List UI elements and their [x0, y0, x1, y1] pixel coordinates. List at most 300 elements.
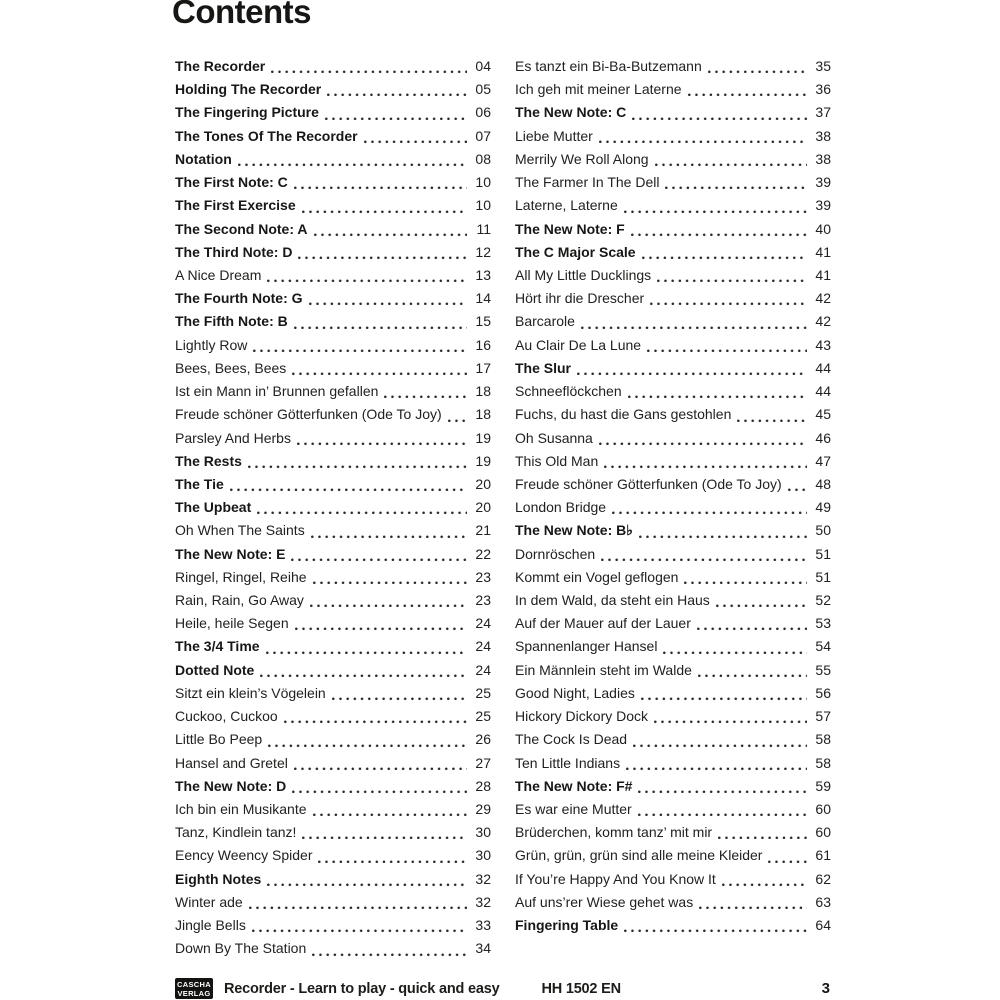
toc-entry	[515, 543, 831, 566]
toc-entry-title: London Bridge	[515, 499, 607, 516]
toc-entry-page: 27	[475, 754, 491, 771]
dot-leader	[284, 720, 467, 724]
toc-entry-title: Es tanzt ein Bi-Ba-Butzemann	[515, 58, 702, 74]
dot-leader	[313, 813, 467, 817]
toc-entry-page: 58	[815, 754, 831, 771]
toc-entry-title: Notation	[175, 150, 232, 167]
toc-entry	[515, 659, 831, 682]
dot-leader	[309, 302, 467, 306]
dot-leader	[708, 70, 807, 74]
toc-entry-page: 47	[815, 452, 831, 469]
dot-leader	[332, 697, 467, 701]
toc-entry-title: The Second Note: A	[175, 220, 308, 237]
toc-entry	[175, 287, 491, 310]
toc-entry-page: 45	[815, 406, 831, 423]
toc-entry-page: 19	[475, 429, 491, 446]
toc-entry-page: 30	[475, 847, 491, 864]
toc-entry-page: 52	[815, 592, 831, 609]
toc-entry	[175, 728, 491, 751]
toc-entry	[515, 148, 831, 171]
toc-entry	[515, 101, 831, 124]
dot-leader	[294, 767, 467, 771]
toc-entry-page: 18	[475, 406, 491, 423]
toc-entry-title: The First Note: C	[175, 174, 288, 191]
toc-entry-page: 24	[475, 615, 491, 632]
dot-leader	[768, 860, 807, 864]
toc-entry-title: Parsley And Herbs	[175, 429, 291, 446]
toc-entry	[515, 891, 831, 914]
dot-leader	[581, 326, 807, 330]
toc-entry-title: Hört ihr die Drescher	[515, 290, 645, 307]
toc-entry-title: Rain, Rain, Go Away	[175, 592, 304, 609]
toc-entry-title: Winter ade	[175, 893, 243, 910]
toc-entry-page: 64	[815, 917, 831, 934]
toc-entry	[515, 589, 831, 612]
toc-entry-page: 51	[815, 568, 831, 585]
dot-leader	[295, 627, 467, 631]
dot-leader	[688, 93, 807, 97]
toc-entry-title: Brüderchen, komm tanz’ mit mir	[515, 824, 713, 841]
dot-leader	[599, 442, 807, 446]
dot-leader	[312, 953, 467, 957]
toc-entry	[515, 775, 831, 798]
toc-entry-page: 43	[815, 336, 831, 353]
toc-entry	[175, 218, 491, 241]
dot-leader	[612, 511, 807, 515]
toc-entry-page: 07	[475, 127, 491, 144]
dot-leader	[271, 70, 467, 74]
toc-entry-title: All My Little Ducklings	[515, 266, 652, 283]
toc-entry	[175, 496, 491, 519]
toc-entry-title: The Upbeat	[175, 499, 252, 516]
toc-entry	[175, 682, 491, 705]
toc-entry	[175, 125, 491, 148]
dot-leader	[718, 836, 807, 840]
toc-entry-page: 10	[475, 174, 491, 191]
toc-entry-page: 42	[815, 290, 831, 307]
toc-entry-page: 34	[475, 940, 491, 957]
dot-leader	[238, 163, 467, 167]
dot-leader	[699, 906, 807, 910]
toc-entry-title: Schneeflöckchen	[515, 383, 622, 400]
toc-entry-page: 08	[475, 150, 491, 167]
toc-entry-title: Eency Weency Spider	[175, 847, 313, 864]
toc-entry-title: A Nice Dream	[175, 266, 262, 283]
toc-entry-page: 26	[475, 731, 491, 748]
toc-entry-title: Kommt ein Vogel geflogen	[515, 568, 679, 585]
toc-entry-page: 42	[815, 313, 831, 330]
toc-entry-title: Oh Susanna	[515, 429, 593, 446]
dot-leader	[253, 349, 467, 353]
toc-entry	[515, 403, 831, 426]
toc-entry	[175, 55, 491, 78]
toc-entry-title: Merrily We Roll Along	[515, 150, 649, 167]
toc-entry-page: 59	[815, 777, 831, 794]
toc-entry	[515, 357, 831, 380]
dot-leader	[631, 233, 807, 237]
toc-entry-title: Tanz, Kindlein tanz!	[175, 824, 297, 841]
toc-entry-title: Holding The Recorder	[175, 81, 322, 98]
dot-leader	[260, 674, 467, 678]
toc-entry-title: The First Exercise	[175, 197, 296, 214]
page-title: Contents	[172, 0, 311, 30]
toc-entry-page: 21	[475, 522, 491, 539]
dot-leader	[737, 419, 807, 423]
toc-entry	[175, 589, 491, 612]
toc-entry-title: The Farmer In The Dell	[515, 174, 660, 191]
toc-entry-title: Auf uns’rer Wiese gehet was	[515, 893, 694, 910]
toc-entry-page: 12	[475, 243, 491, 260]
page-number: 3	[821, 980, 830, 997]
toc-entry-page: 28	[475, 777, 491, 794]
toc-entry	[515, 635, 831, 658]
toc-entry-page: 19	[475, 452, 491, 469]
toc-entry	[515, 612, 831, 635]
toc-entry-title: The New Note: C	[515, 104, 627, 121]
toc-entry	[175, 78, 491, 101]
toc-entry-title: The Third Note: D	[175, 243, 293, 260]
publisher-logo-line2: VERLAG	[177, 988, 211, 998]
toc-entry-page: 17	[475, 359, 491, 376]
toc-entry-title: The Tones Of The Recorder	[175, 127, 358, 144]
toc-entry	[175, 101, 491, 124]
dot-leader	[302, 210, 467, 214]
toc-right-column	[515, 55, 831, 937]
dot-leader	[268, 744, 467, 748]
toc-entry-page: 13	[475, 266, 491, 283]
toc-entry	[515, 496, 831, 519]
catalog-number: HH 1502 EN	[541, 980, 621, 997]
toc-entry-page: 18	[475, 383, 491, 400]
dot-leader	[684, 581, 807, 585]
toc-entry	[175, 148, 491, 171]
toc-entry	[515, 218, 831, 241]
toc-entry-page: 35	[815, 58, 831, 74]
toc-entry-page: 49	[815, 499, 831, 516]
toc-entry-page: 38	[815, 150, 831, 167]
toc-entry	[175, 937, 491, 960]
toc-entry-title: Ist ein Mann in’ Brunnen gefallen	[175, 383, 379, 400]
toc-entry	[515, 55, 831, 78]
toc-entry-page: 22	[475, 545, 491, 562]
toc-entry-page: 33	[475, 917, 491, 934]
toc-entry	[175, 914, 491, 937]
toc-entry-title: Dotted Note	[175, 661, 255, 678]
toc-entry	[515, 334, 831, 357]
toc-entry	[515, 519, 831, 542]
toc-entry	[175, 635, 491, 658]
toc-entry-page: 37	[815, 104, 831, 121]
toc-entry	[515, 914, 831, 937]
toc-entry-title: Ten Little Indians	[515, 754, 621, 771]
dot-leader	[302, 836, 467, 840]
toc-entry-page: 24	[475, 638, 491, 655]
toc-entry-page: 20	[475, 475, 491, 492]
toc-entry	[175, 612, 491, 635]
dot-leader	[655, 163, 807, 167]
dot-leader	[722, 883, 807, 887]
toc-entry-page: 41	[815, 266, 831, 283]
toc-entry	[515, 241, 831, 264]
dot-leader	[311, 535, 467, 539]
dot-leader	[626, 767, 807, 771]
toc-entry	[515, 125, 831, 148]
dot-leader	[577, 372, 807, 376]
dot-leader	[249, 906, 467, 910]
toc-entry-page: 10	[475, 197, 491, 214]
toc-entry-page: 56	[815, 684, 831, 701]
toc-entry-page: 61	[815, 847, 831, 864]
toc-entry-title: Fingering Table	[515, 917, 619, 934]
dot-leader	[650, 302, 807, 306]
toc-entry	[515, 798, 831, 821]
toc-entry-title: The Slur	[515, 359, 572, 376]
dot-leader	[632, 117, 807, 121]
toc-entry	[515, 752, 831, 775]
toc-entry-page: 32	[475, 893, 491, 910]
dot-leader	[292, 790, 467, 794]
toc-entry	[175, 264, 491, 287]
toc-left-column	[175, 55, 491, 961]
toc-entry	[175, 891, 491, 914]
dot-leader	[325, 117, 467, 121]
toc-entry	[175, 427, 491, 450]
toc-entry-title: Hickory Dickory Dock	[515, 708, 649, 725]
toc-entry-page: 51	[815, 545, 831, 562]
toc-entry-title: If You’re Happy And You Know It	[515, 870, 716, 887]
toc-entry-page: 55	[815, 661, 831, 678]
toc-entry-page: 30	[475, 824, 491, 841]
toc-entry	[175, 310, 491, 333]
toc-entry-page: 39	[815, 197, 831, 214]
dot-leader	[314, 233, 468, 237]
toc-entry	[515, 450, 831, 473]
dot-leader	[633, 744, 807, 748]
dot-leader	[310, 604, 467, 608]
dot-leader	[267, 279, 467, 283]
publisher-logo-line1: CASCHA	[177, 979, 211, 989]
toc-entry-page: 57	[815, 708, 831, 725]
toc-entry	[175, 566, 491, 589]
toc-entry	[175, 403, 491, 426]
toc-entry-page: 20	[475, 499, 491, 516]
toc-entry-page: 50	[815, 522, 831, 539]
toc-entry-title: Jingle Bells	[175, 917, 246, 934]
toc-entry-title: Down By The Station	[175, 940, 307, 957]
toc-entry	[515, 868, 831, 891]
dot-leader	[267, 883, 467, 887]
toc-entry-page: 54	[815, 638, 831, 655]
toc-entry-page: 23	[475, 568, 491, 585]
toc-entry-title: Au Clair De La Lune	[515, 336, 642, 353]
toc-entry-title: Auf der Mauer auf der Lauer	[515, 615, 691, 632]
dot-leader	[292, 372, 467, 376]
toc-entry	[515, 380, 831, 403]
toc-entry-page: 58	[815, 731, 831, 748]
toc-entry	[515, 264, 831, 287]
dot-leader	[654, 720, 807, 724]
toc-entry-page: 39	[815, 174, 831, 191]
dot-leader	[663, 651, 807, 655]
toc-entry	[515, 287, 831, 310]
toc-entry-page: 62	[815, 870, 831, 887]
toc-entry	[175, 357, 491, 380]
dot-leader	[638, 790, 807, 794]
toc-entry-page: 46	[815, 429, 831, 446]
footer	[175, 977, 830, 1000]
dot-leader	[257, 511, 467, 515]
dot-leader	[291, 558, 467, 562]
toc-entry-page: 11	[476, 220, 491, 237]
dot-leader	[788, 488, 807, 492]
toc-entry	[175, 868, 491, 891]
toc-entry	[515, 566, 831, 589]
dot-leader	[716, 604, 807, 608]
dot-leader	[599, 140, 807, 144]
dot-leader	[252, 929, 467, 933]
toc-entry-title: Liebe Mutter	[515, 127, 593, 144]
dot-leader	[698, 674, 807, 678]
toc-entry-page: 60	[815, 801, 831, 817]
toc-entry-page: 29	[475, 801, 491, 817]
toc-entry-title: The Fingering Picture	[175, 104, 319, 121]
toc-entry	[175, 775, 491, 798]
toc-entry-page: 06	[475, 104, 491, 121]
toc-entry	[515, 821, 831, 844]
toc-entry-page: 23	[475, 592, 491, 609]
toc-entry-title: The Tie	[175, 475, 224, 492]
toc-entry	[175, 519, 491, 542]
toc-entry-title: The C Major Scale	[515, 243, 636, 260]
toc-entry	[175, 752, 491, 775]
dot-leader	[294, 186, 467, 190]
toc-entry	[175, 334, 491, 357]
toc-entry-title: Cuckoo, Cuckoo	[175, 708, 278, 725]
toc-entry-title: Eighth Notes	[175, 870, 262, 887]
toc-entry-page: 41	[815, 243, 831, 260]
toc-entry	[515, 310, 831, 333]
dot-leader	[294, 326, 467, 330]
toc-entry-title: Spannenlanger Hansel	[515, 638, 658, 655]
dot-leader	[628, 395, 807, 399]
toc-entry-page: 63	[815, 893, 831, 910]
dot-leader	[384, 395, 467, 399]
dot-leader	[364, 140, 467, 144]
toc-entry	[515, 682, 831, 705]
dot-leader	[604, 465, 807, 469]
toc-entry	[175, 450, 491, 473]
toc-entry-title: Oh When The Saints	[175, 522, 305, 539]
toc-entry-title: Lightly Row	[175, 336, 248, 353]
toc-entry	[175, 844, 491, 867]
toc-entry-title: Barcarole	[515, 313, 575, 330]
toc-entry-page: 32	[475, 870, 491, 887]
toc-entry-page: 40	[815, 220, 831, 237]
toc-entry	[175, 705, 491, 728]
book-title: Recorder - Learn to play - quick and easy	[224, 980, 500, 997]
toc-entry	[515, 844, 831, 867]
dot-leader	[647, 349, 807, 353]
toc-entry-page: 16	[475, 336, 491, 353]
dot-leader	[624, 210, 807, 214]
toc-entry-title: The New Note: E	[175, 545, 286, 562]
toc-entry-page: 15	[475, 313, 491, 330]
dot-leader	[313, 581, 467, 585]
dot-leader	[657, 279, 807, 283]
toc-entry-title: Ich geh mit meiner Laterne	[515, 81, 682, 98]
toc-entry	[515, 728, 831, 751]
toc-entry-title: Laterne, Laterne	[515, 197, 618, 214]
toc-entry	[515, 78, 831, 101]
toc-entry-title: The Cock Is Dead	[515, 731, 628, 748]
toc-entry-page: 25	[475, 684, 491, 701]
toc-entry	[175, 821, 491, 844]
toc-entry-page: 24	[475, 661, 491, 678]
toc-entry-title: In dem Wald, da steht ein Haus	[515, 592, 710, 609]
toc-entry-title: The New Note: D	[175, 777, 287, 794]
dot-leader	[448, 419, 467, 423]
toc-entry-title: The Fourth Note: G	[175, 290, 303, 307]
toc-entry	[175, 798, 491, 821]
toc-entry-title: Ich bin ein Musikante	[175, 801, 307, 817]
toc-entry-title: The Rests	[175, 452, 242, 469]
toc-entry-page: 48	[815, 475, 831, 492]
dot-leader	[297, 442, 467, 446]
toc-entry	[175, 380, 491, 403]
toc-entry-title: Ein Männlein steht im Walde	[515, 661, 692, 678]
toc-entry-title: This Old Man	[515, 452, 599, 469]
toc-entry-title: The 3/4 Time	[175, 638, 260, 655]
dot-leader	[230, 488, 467, 492]
dot-leader	[624, 929, 807, 933]
toc-entry-title: Freude schöner Götterfunken (Ode To Joy)	[175, 406, 442, 423]
dot-leader	[266, 651, 467, 655]
dot-leader	[697, 627, 807, 631]
toc-entry-title: Freude schöner Götterfunken (Ode To Joy)	[515, 475, 782, 492]
toc-entry	[175, 473, 491, 496]
dot-leader	[318, 860, 467, 864]
toc-entry-title: The New Note: F	[515, 220, 625, 237]
toc-entry	[515, 473, 831, 496]
dot-leader	[248, 465, 467, 469]
toc-entry-page: 05	[475, 81, 491, 98]
toc-entry-page: 44	[815, 383, 831, 400]
toc-entry-title: Es war eine Mutter	[515, 801, 632, 817]
toc-entry-page: 25	[475, 708, 491, 725]
toc-entry-title: Good Night, Ladies	[515, 684, 635, 701]
toc-entry	[515, 705, 831, 728]
toc-entry-title: Sitzt ein klein’s Vögelein	[175, 684, 326, 701]
toc-entry-page: 38	[815, 127, 831, 144]
toc-entry-page: 60	[815, 824, 831, 841]
toc-entry-title: Ringel, Ringel, Reihe	[175, 568, 307, 585]
dot-leader	[642, 256, 807, 260]
toc-entry-title: Hansel and Gretel	[175, 754, 288, 771]
toc-entry	[175, 171, 491, 194]
toc-entry-title: Grün, grün, grün sind alle meine Kleider	[515, 847, 763, 864]
dot-leader	[601, 558, 807, 562]
toc-entry-page: 53	[815, 615, 831, 632]
publisher-logo	[175, 978, 213, 999]
toc-entry-title: The Fifth Note: B	[175, 313, 288, 330]
toc-entry-title: The New Note: F#	[515, 777, 633, 794]
toc-entry-page: 36	[815, 81, 831, 98]
dot-leader	[638, 813, 807, 817]
toc-entry	[175, 194, 491, 217]
toc-entry-title: The New Note: B♭	[515, 522, 633, 539]
toc-entry-title: Fuchs, du hast die Gans gestohlen	[515, 406, 732, 423]
toc-entry-page: 04	[475, 58, 491, 74]
